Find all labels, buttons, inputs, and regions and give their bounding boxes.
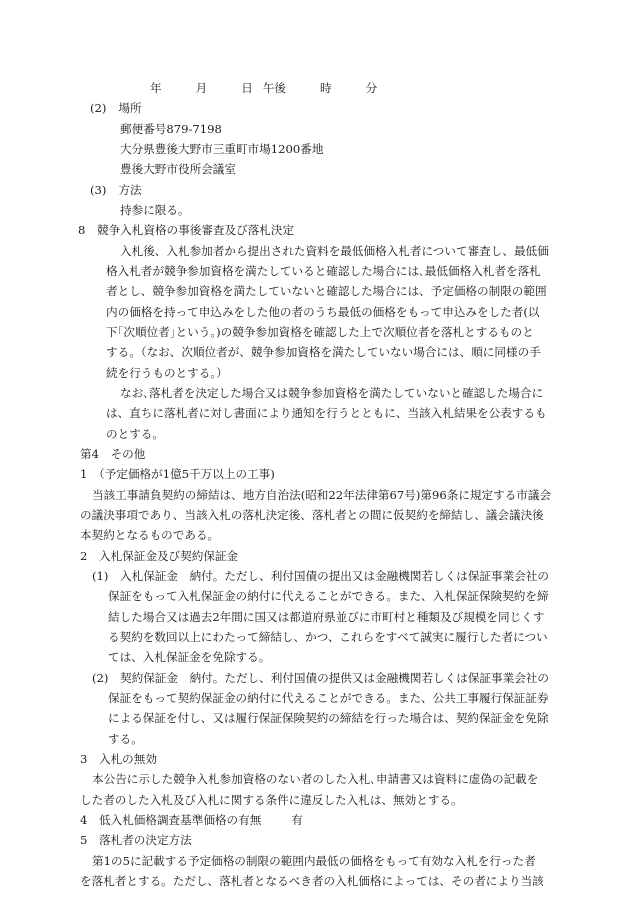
item4-heading: [80, 810, 303, 832]
year-label: 年: [150, 81, 162, 95]
section8-p1-line: 者とし、競争参加資格を満たしていないと確認した場合には、予定価格の制限の範囲: [106, 284, 547, 299]
venue: 豊後大野市役所会議室: [120, 162, 236, 177]
item2-sub2-line: 契約保証金 納付。ただし、利付国債の提供又は金融機関若しくは保証事業会社の: [120, 670, 549, 685]
part4-heading: 第4 その他: [80, 447, 146, 461]
method-heading: [90, 180, 142, 202]
item2-sub1-line: 入札保証金 納付。ただし、利付国債の提出又は金融機関若しくは保証事業会社の: [120, 569, 549, 583]
item2-sub2-line: する。: [108, 731, 143, 746]
method-text: 持参に限る。: [120, 203, 190, 217]
ampm-label: 午後: [262, 81, 287, 95]
item3-line: した者のした入札及び入札に関する条件に違反した入札は、無効とする。: [80, 792, 463, 807]
section8-p2-line: は、直ちに落札者に対し書面により通知を行うとともに、当該入札結果を公表するも: [106, 406, 547, 421]
section8-p1-line: 入札後、入札参加者から提出された資料を最低価格入札者について審査し、最低価: [120, 243, 549, 258]
place-label: 場所: [118, 101, 142, 116]
item3-line: 本公告に示した競争入札参加資格のない者のした入札､申請書又は資料に虚偽の記載を: [92, 772, 539, 787]
method-label: 方法: [118, 182, 142, 197]
item2-sub1-line: る契約を数回以上にわたって締結し、かつ、これらをすべて誠実に履行した者につい: [108, 630, 548, 644]
postal-code: 郵便番号879-7198: [120, 121, 222, 136]
section8-p1-line: 下｢次順位者｣という。)の競争参加資格を確認した上で次順位者を落札とするものと: [106, 325, 534, 339]
section8-p1-line: する。（なお、次順位者が、競争参加資格を満たしていない場合には、順に同様の手: [106, 345, 541, 360]
item1-heading: 1 （予定価格が1億5千万以上の工事): [80, 467, 275, 482]
item2-sub2-line: 保証をもって契約保証金の納付に代えることができる。また、公共工事履行保証証券: [108, 691, 549, 705]
item2-sub1-line: 結した場合又は過去2年間に国又は都道府県並びに市町村と種類及び規模を同じくす: [108, 609, 545, 624]
section8-p2-line: なお､落札者を決定した場合又は競争参加資格を満たしていないと確認した場合に: [120, 386, 544, 400]
month-label: 月: [195, 81, 208, 95]
section8-heading: 8 競争入札資格の事後審査及び落札決定: [78, 223, 295, 238]
item2-sub1-number: (1): [92, 569, 109, 583]
method-number: (3): [90, 182, 107, 197]
section8-p1-line: 内の価格を持って申込みをした他の者のうち最低の価格をもって申込みをした者(以: [106, 304, 540, 319]
item2-sub1-line: 保証をもって入札保証金の納付に代えることができる。また、入札保証保険契約を締: [108, 589, 549, 604]
item1-line: の議決事項であり、当該入札の落札決定後、落札者との間に仮契約を締結し、議会議決後: [80, 508, 544, 522]
item1-line: 本契約となるものである。: [80, 528, 220, 543]
item3-heading: 3 入札の無効: [80, 752, 157, 766]
item5-line: 第1の5に記載する予定価格の制限の範囲内最低の価格をもって有効な入札を行った者: [92, 853, 536, 868]
section8-p1-line: 続を行うものとする。）: [106, 365, 228, 380]
item1-line: 当該工事請負契約の締結は、地方自治法(昭和22年法律第67号)第96条に規定する市議会: [92, 487, 552, 502]
hour-label: 時: [320, 81, 332, 95]
place-number: (2): [90, 101, 107, 116]
item2-sub2-number: (2): [92, 670, 109, 685]
datetime-line: [150, 78, 377, 100]
section8-p1-line: 格入札者が競争参加資格を満たしていると確認した場合には､最低価格入札者を落札: [106, 264, 541, 278]
address: 大分県豊後大野市三重町市場1200番地: [120, 142, 324, 156]
item5-heading: 5 落札者の決定方法: [80, 833, 192, 848]
item2-heading: 2 入札保証金及び契約保証金: [80, 548, 239, 563]
item2-sub2-line: による保証を付し、又は履行保証保険契約の締結を行った場合は、契約保証金を免除: [108, 711, 549, 726]
section8-p2-line: のとする。: [106, 426, 164, 441]
item4-value: 有: [291, 813, 303, 827]
item4-label: 4 低入札価格調査基準価格の有無: [80, 813, 262, 827]
day-label: 日: [241, 81, 253, 95]
item2-sub1-line: ては、入札保証金を免除する。: [108, 650, 271, 665]
place-heading: [90, 98, 142, 120]
item5-line: を落札者とする。ただし、落札者となるべき者の入札価格によっては、その者により当該: [80, 874, 544, 888]
minute-label: 分: [365, 81, 378, 95]
